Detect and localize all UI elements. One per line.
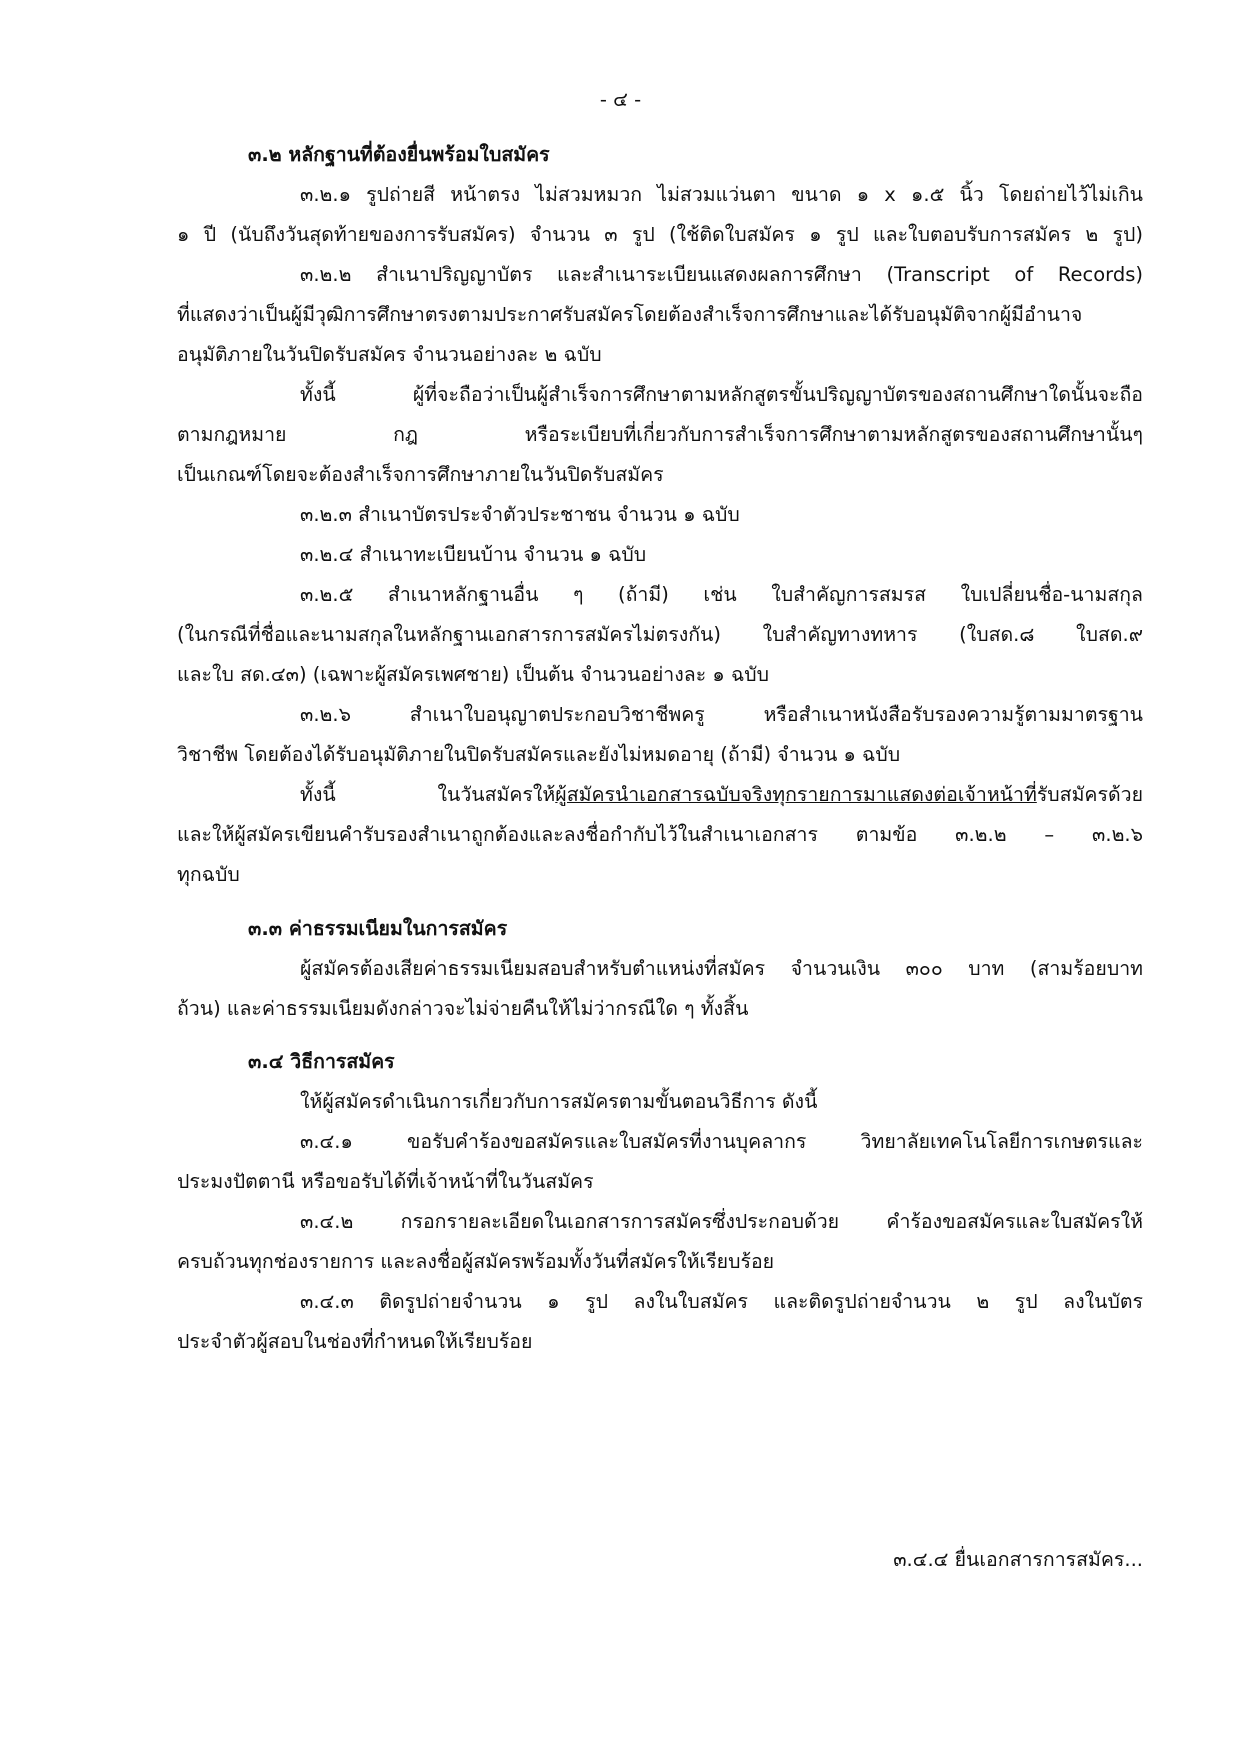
text-line: ๓.๒.๑ รูปถ่ายสี หน้าตรง ไม่สวมหมวก ไม่สวมแว่นตา ขนาด ๑ x ๑.๕ นิ้ว โดยถ่ายไว้ไม่เกิน xyxy=(300,183,1143,206)
text-line: ๓.๔.๑ ขอรับคำร้องขอสมัครและใบสมัครที่งานบุคลากร วิทยาลัยเทคโนโลยีการเกษตรและ xyxy=(300,1130,1143,1153)
text-line: ที่แสดงว่าเป็นผู้มีวุฒิการศึกษาตรงตามประกาศรับสมัครโดยต้องสำเร็จการศึกษาและได้รับอนุมัติจากผู้มีอำนาจ xyxy=(177,303,1083,326)
section-heading-3-3: ๓.๓ ค่าธรรมเนียมในการสมัคร xyxy=(248,917,508,940)
text-line: ๓.๒.๖ สำเนาใบอนุญาตประกอบวิชาชีพครู หรือสำเนาหนังสือรับรองความรู้ตามมาตรฐาน xyxy=(300,703,1143,726)
text-line: (ในกรณีที่ชื่อและนามสกุลในหลักฐานเอกสารการสมัครไม่ตรงกัน) ใบสำคัญทางทหาร (ใบสด.๘ ใบสด.๙ xyxy=(177,623,1143,646)
text-line: ตามกฎหมาย กฎ หรือระเบียบที่เกี่ยวกับการสำเร็จการศึกษาตามหลักสูตรของสถานศึกษานั้นๆ xyxy=(177,423,1143,446)
text-line: ผู้สมัครต้องเสียค่าธรรมเนียมสอบสำหรับตำแหน่งที่สมัคร จำนวนเงิน ๓๐๐ บาท (สามร้อยบาท xyxy=(300,957,1143,980)
text-segment: ทั้งนี้ ในวันสมัครให้ xyxy=(300,783,556,806)
text-line: ๓.๒.๒ สำเนาปริญญาบัตร และสำเนาระเบียนแสดงผลการศึกษา (Transcript of Records) xyxy=(300,263,1143,286)
section-heading-3-4: ๓.๔ วิธีการสมัคร xyxy=(248,1050,395,1073)
text-line: ๓.๔.๓ ติดรูปถ่ายจำนวน ๑ รูป ลงในใบสมัคร และติดรูปถ่ายจำนวน ๒ รูป ลงในบัตร xyxy=(300,1290,1143,1313)
text-line: ๑ ปี (นับถึงวันสุดท้ายของการรับสมัคร) จำนวน ๓ รูป (ใช้ติดใบสมัคร ๑ รูป และใบตอบรับการสมัคร ๒ รูป) xyxy=(177,223,1143,246)
text-line: ประมงปัตตานี หรือขอรับได้ที่เจ้าหน้าที่ในวันสมัคร xyxy=(177,1170,594,1193)
text-line: ๓.๒.๕ สำเนาหลักฐานอื่น ๆ (ถ้ามี) เช่น ใบสำคัญการสมรส ใบเปลี่ยนชื่อ-นามสกุล xyxy=(300,583,1143,606)
underlined-text: ผู้สมัครนำเอกสารฉบับจริงทุกรายการมาแสดงต่อเจ้าหน้าที่ xyxy=(555,783,1037,806)
text-line: และใบ สด.๔๓) (เฉพาะผู้สมัครเพศชาย) เป็นต้น จำนวนอย่างละ ๑ ฉบับ xyxy=(177,663,769,686)
text-line: และให้ผู้สมัครเขียนคำรับรองสำเนาถูกต้องและลงชื่อกำกับไว้ในสำเนาเอกสาร ตามข้อ ๓.๒.๒ – ๓.๒.๖ xyxy=(177,823,1143,846)
section-heading-3-2: ๓.๒ หลักฐานที่ต้องยื่นพร้อมใบสมัคร xyxy=(248,143,550,166)
text-segment: รับสมัครด้วย xyxy=(1036,783,1143,806)
text-line: ๓.๒.๔ สำเนาทะเบียนบ้าน จำนวน ๑ ฉบับ xyxy=(300,543,647,566)
text-line: ครบถ้วนทุกช่องรายการ และลงชื่อผู้สมัครพร้อมทั้งวันที่สมัครให้เรียบร้อย xyxy=(177,1250,775,1273)
text-line: ทุกฉบับ xyxy=(177,863,240,886)
text-line: ประจำตัวผู้สอบในช่องที่กำหนดให้เรียบร้อย xyxy=(177,1330,533,1353)
text-line: วิชาชีพ โดยต้องได้รับอนุมัติภายในปิดรับสมัครและยังไม่หมดอายุ (ถ้ามี) จำนวน ๑ ฉบับ xyxy=(177,743,901,766)
text-line: ทั้งนี้ ผู้ที่จะถือว่าเป็นผู้สำเร็จการศึกษาตามหลักสูตรขั้นปริญญาบัตรของสถานศึกษาใดนั้นจะถือ xyxy=(300,383,1143,406)
continuation-text: ๓.๔.๔ ยื่นเอกสารการสมัคร... xyxy=(893,1548,1143,1571)
text-line: ๓.๔.๒ กรอกรายละเอียดในเอกสารการสมัครซึ่งประกอบด้วย คำร้องขอสมัครและใบสมัครให้ xyxy=(300,1210,1143,1233)
page-number: - ๔ - xyxy=(599,88,642,111)
text-line: ๓.๒.๓ สำเนาบัตรประจำตัวประชาชน จำนวน ๑ ฉบับ xyxy=(300,503,740,526)
text-line: อนุมัติภายในวันปิดรับสมัคร จำนวนอย่างละ ๒ ฉบับ xyxy=(177,343,602,366)
text-line: เป็นเกณฑ์โดยจะต้องสำเร็จการศึกษาภายในวันปิดรับสมัคร xyxy=(177,463,664,486)
text-line: ถ้วน) และค่าธรรมเนียมดังกล่าวจะไม่จ่ายคืนให้ไม่ว่ากรณีใด ๆ ทั้งสิ้น xyxy=(177,997,749,1020)
text-line: ให้ผู้สมัครดำเนินการเกี่ยวกับการสมัครตามขั้นตอนวิธีการ ดังนี้ xyxy=(300,1090,818,1113)
text-line-with-underline xyxy=(300,783,1143,806)
